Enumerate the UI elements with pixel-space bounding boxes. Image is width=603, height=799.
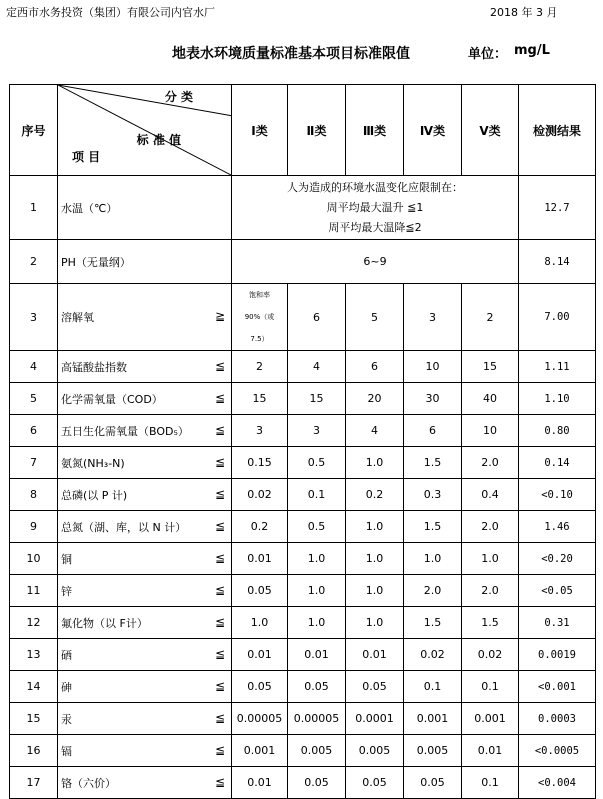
cell-class2: 0.5 bbox=[288, 447, 346, 479]
cell-result: 0.31 bbox=[519, 607, 596, 639]
cell-class5: 1.5 bbox=[462, 607, 519, 639]
cell-class4: 1.5 bbox=[404, 607, 462, 639]
cell-result: <0.0005 bbox=[519, 735, 596, 767]
cell-class5: 15 bbox=[462, 351, 519, 383]
table-row bbox=[10, 447, 596, 479]
standards-table bbox=[9, 84, 596, 799]
page-title: 地表水环境质量标准基本项目标准限值 bbox=[172, 46, 410, 62]
cell-item bbox=[58, 639, 232, 671]
item-label: 溶解氧 bbox=[61, 311, 94, 324]
cell-class5: 0.01 bbox=[462, 735, 519, 767]
company-name: 定西市水务投资（集团）有限公司内官水厂 bbox=[6, 6, 215, 19]
cell-seq: 2 bbox=[10, 240, 58, 284]
cell-item bbox=[58, 284, 232, 351]
cell-class4: 1.5 bbox=[404, 447, 462, 479]
cell-result: <0.10 bbox=[519, 479, 596, 511]
cell-seq: 16 bbox=[10, 735, 58, 767]
cell-class5: 10 bbox=[462, 415, 519, 447]
cell-seq: 12 bbox=[10, 607, 58, 639]
cell-class3: 0.0001 bbox=[346, 703, 404, 735]
item-label: 高锰酸盐指数 bbox=[61, 360, 127, 374]
cell-class2: 0.00005 bbox=[288, 703, 346, 735]
cell-class4: 0.005 bbox=[404, 735, 462, 767]
cell-result: 1.10 bbox=[519, 383, 596, 415]
cell-seq: 1 bbox=[10, 176, 58, 240]
comparison-sign: ≦ bbox=[214, 614, 225, 629]
comparison-sign: ≦ bbox=[214, 710, 225, 725]
cell-result: 12.7 bbox=[519, 176, 596, 240]
table-row bbox=[10, 284, 596, 351]
cell-item bbox=[58, 447, 232, 479]
cell-merged-standard bbox=[232, 176, 519, 240]
cell-class5: 1.0 bbox=[462, 543, 519, 575]
cell-class1: 1.0 bbox=[232, 607, 288, 639]
cell-seq: 15 bbox=[10, 703, 58, 735]
cell-class5: 2 bbox=[462, 284, 519, 351]
report-date: 2018 年 3 月 bbox=[490, 6, 558, 19]
cell-class3: 1.0 bbox=[346, 575, 404, 607]
table-row bbox=[10, 415, 596, 447]
diag-label-category: 分 类 bbox=[164, 90, 193, 104]
cell-item bbox=[58, 767, 232, 799]
cell-class4: 0.05 bbox=[404, 767, 462, 799]
cell-class3: 1.0 bbox=[346, 607, 404, 639]
table-row bbox=[10, 511, 596, 543]
cell-item bbox=[58, 607, 232, 639]
cell-class5: 0.1 bbox=[462, 767, 519, 799]
cell-seq: 17 bbox=[10, 767, 58, 799]
cell-seq: 11 bbox=[10, 575, 58, 607]
item-label: 铜 bbox=[61, 552, 72, 566]
cell-seq: 6 bbox=[10, 415, 58, 447]
cell-result: 1.46 bbox=[519, 511, 596, 543]
cell-class4: 0.3 bbox=[404, 479, 462, 511]
comparison-sign: ≦ bbox=[214, 678, 225, 693]
cell-class1: 0.001 bbox=[232, 735, 288, 767]
cell-item bbox=[58, 671, 232, 703]
cell-class1: 0.01 bbox=[232, 767, 288, 799]
cell-item bbox=[58, 703, 232, 735]
cell-class1: 2 bbox=[232, 351, 288, 383]
col-class4-header: Ⅳ类 bbox=[404, 85, 462, 176]
merged-line: 周平均最大温升 ≦1 bbox=[326, 200, 424, 214]
table-row bbox=[10, 735, 596, 767]
cell-class2: 6 bbox=[288, 284, 346, 351]
table-row bbox=[10, 351, 596, 383]
comparison-sign: ≦ bbox=[214, 646, 225, 661]
table-row bbox=[10, 767, 596, 799]
cell-result: <0.001 bbox=[519, 671, 596, 703]
comparison-sign: ≦ bbox=[214, 518, 225, 533]
cell-class4: 30 bbox=[404, 383, 462, 415]
col-class1-header: Ⅰ类 bbox=[232, 85, 288, 176]
cell-item bbox=[58, 575, 232, 607]
cell-result: 7.00 bbox=[519, 284, 596, 351]
table-row bbox=[10, 639, 596, 671]
table-row bbox=[10, 383, 596, 415]
cell-class5: 2.0 bbox=[462, 575, 519, 607]
table-row bbox=[10, 240, 596, 284]
cell-class3: 20 bbox=[346, 383, 404, 415]
comparison-sign: ≦ bbox=[214, 454, 225, 469]
merged-line: 周平均最大温降≦2 bbox=[328, 220, 422, 234]
cell-class4: 6 bbox=[404, 415, 462, 447]
cell-class5: 0.4 bbox=[462, 479, 519, 511]
table-row bbox=[10, 543, 596, 575]
diag-label-item: 项 目 bbox=[72, 150, 101, 164]
cell-seq: 7 bbox=[10, 447, 58, 479]
diag-label-standard: 标 准 值 bbox=[136, 133, 181, 147]
item-label: 氨氮(NH₃-N) bbox=[61, 456, 125, 470]
cell-result: 1.11 bbox=[519, 351, 596, 383]
col-class2-header: Ⅱ类 bbox=[288, 85, 346, 176]
table-row bbox=[10, 703, 596, 735]
table-row bbox=[10, 607, 596, 639]
cell-class2: 0.05 bbox=[288, 767, 346, 799]
comparison-sign: ≦ bbox=[214, 742, 225, 757]
cell-class1: 0.2 bbox=[232, 511, 288, 543]
table-row bbox=[10, 575, 596, 607]
cell-class4: 0.02 bbox=[404, 639, 462, 671]
cell-class3: 6 bbox=[346, 351, 404, 383]
cell-class1: 0.01 bbox=[232, 543, 288, 575]
cell-result: 0.0019 bbox=[519, 639, 596, 671]
cell-class5: 40 bbox=[462, 383, 519, 415]
comparison-sign: ≦ bbox=[214, 774, 225, 789]
cell-item bbox=[58, 735, 232, 767]
cell-result: 0.80 bbox=[519, 415, 596, 447]
item-label: 化学需氧量（COD） bbox=[61, 392, 163, 406]
cell-class1: 0.05 bbox=[232, 671, 288, 703]
cell-item bbox=[58, 383, 232, 415]
cell-class3: 0.05 bbox=[346, 767, 404, 799]
cell-seq: 13 bbox=[10, 639, 58, 671]
cell-class1: 15 bbox=[232, 383, 288, 415]
cell-class3: 4 bbox=[346, 415, 404, 447]
cell-class3: 1.0 bbox=[346, 543, 404, 575]
cell-seq: 14 bbox=[10, 671, 58, 703]
cell-class4: 0.1 bbox=[404, 671, 462, 703]
comparison-sign: ≦ bbox=[214, 390, 225, 405]
class1-line: 饱和率 bbox=[249, 291, 270, 299]
cell-class1: 0.00005 bbox=[232, 703, 288, 735]
cell-merged-standard: 6~9 bbox=[232, 240, 519, 284]
cell-class3: 5 bbox=[346, 284, 404, 351]
class1-line: 7.5） bbox=[250, 335, 269, 343]
cell-class4: 1.5 bbox=[404, 511, 462, 543]
cell-class2: 0.05 bbox=[288, 671, 346, 703]
cell-seq: 3 bbox=[10, 284, 58, 351]
merged-line: 人为造成的环境水温变化应限制在： bbox=[287, 180, 463, 194]
cell-item bbox=[58, 415, 232, 447]
col-class3-header: Ⅲ类 bbox=[346, 85, 404, 176]
cell-class1: 0.02 bbox=[232, 479, 288, 511]
item-label: 总氮（湖、库，以 N 计） bbox=[61, 520, 187, 534]
diagonal-header-cell bbox=[58, 85, 232, 176]
item-label: 总磷(以 P 计) bbox=[61, 488, 128, 502]
cell-class3: 0.2 bbox=[346, 479, 404, 511]
cell-class4: 0.001 bbox=[404, 703, 462, 735]
cell-class2: 15 bbox=[288, 383, 346, 415]
cell-class4: 10 bbox=[404, 351, 462, 383]
item-label: 五日生化需氧量（BOD₅） bbox=[61, 424, 189, 438]
comparison-sign: ≦ bbox=[214, 582, 225, 597]
header-row bbox=[10, 85, 596, 176]
cell-item bbox=[58, 543, 232, 575]
cell-item bbox=[58, 479, 232, 511]
cell-class2: 0.5 bbox=[288, 511, 346, 543]
cell-item bbox=[58, 511, 232, 543]
item-label: 镉 bbox=[61, 744, 72, 758]
cell-class3: 0.005 bbox=[346, 735, 404, 767]
comparison-sign: ≦ bbox=[214, 550, 225, 565]
cell-class5: 0.001 bbox=[462, 703, 519, 735]
cell-class5: 0.1 bbox=[462, 671, 519, 703]
table-row bbox=[10, 671, 596, 703]
col-seq-header: 序号 bbox=[10, 85, 58, 176]
cell-item bbox=[58, 351, 232, 383]
cell-class3: 1.0 bbox=[346, 447, 404, 479]
cell-class4: 1.0 bbox=[404, 543, 462, 575]
cell-class5: 2.0 bbox=[462, 447, 519, 479]
cell-item: 水温（℃） bbox=[58, 176, 232, 240]
table-row bbox=[10, 176, 596, 240]
cell-class3: 0.05 bbox=[346, 671, 404, 703]
cell-class2: 0.1 bbox=[288, 479, 346, 511]
cell-class2: 0.005 bbox=[288, 735, 346, 767]
item-label: 铬（六价） bbox=[61, 776, 116, 790]
cell-seq: 4 bbox=[10, 351, 58, 383]
comparison-sign: ≧ bbox=[214, 309, 225, 323]
cell-class2: 3 bbox=[288, 415, 346, 447]
comparison-sign: ≦ bbox=[214, 486, 225, 501]
item-label: 汞 bbox=[61, 712, 72, 726]
item-label: 氟化物（以 F计） bbox=[61, 616, 148, 630]
item-label: 锌 bbox=[61, 584, 72, 598]
col-class5-header: Ⅴ类 bbox=[462, 85, 519, 176]
cell-class1: 3 bbox=[232, 415, 288, 447]
cell-class1: 0.15 bbox=[232, 447, 288, 479]
cell-seq: 10 bbox=[10, 543, 58, 575]
comparison-sign: ≦ bbox=[214, 358, 225, 373]
cell-class2: 1.0 bbox=[288, 607, 346, 639]
item-label: 砷 bbox=[61, 680, 72, 694]
item-label: 硒 bbox=[61, 648, 72, 662]
cell-class4: 2.0 bbox=[404, 575, 462, 607]
cell-class1 bbox=[232, 284, 288, 351]
cell-class1: 0.01 bbox=[232, 639, 288, 671]
cell-result: <0.004 bbox=[519, 767, 596, 799]
cell-item: PH（无量纲） bbox=[58, 240, 232, 284]
cell-class2: 1.0 bbox=[288, 543, 346, 575]
cell-class1: 0.05 bbox=[232, 575, 288, 607]
cell-result: 8.14 bbox=[519, 240, 596, 284]
cell-result: <0.20 bbox=[519, 543, 596, 575]
cell-class5: 2.0 bbox=[462, 511, 519, 543]
cell-result: 0.0003 bbox=[519, 703, 596, 735]
unit-label: 单位： bbox=[468, 47, 508, 62]
cell-class5: 0.02 bbox=[462, 639, 519, 671]
unit-value: mg/L bbox=[514, 43, 550, 58]
cell-class2: 0.01 bbox=[288, 639, 346, 671]
cell-class3: 1.0 bbox=[346, 511, 404, 543]
cell-class3: 0.01 bbox=[346, 639, 404, 671]
cell-result: 0.14 bbox=[519, 447, 596, 479]
cell-class4: 3 bbox=[404, 284, 462, 351]
table-row bbox=[10, 479, 596, 511]
cell-seq: 5 bbox=[10, 383, 58, 415]
standard-rows bbox=[10, 351, 596, 799]
cell-result: <0.05 bbox=[519, 575, 596, 607]
cell-class2: 1.0 bbox=[288, 575, 346, 607]
class1-line: 90%（或 bbox=[244, 313, 275, 321]
cell-seq: 8 bbox=[10, 479, 58, 511]
cell-seq: 9 bbox=[10, 511, 58, 543]
col-result-header: 检测结果 bbox=[519, 85, 596, 176]
comparison-sign: ≦ bbox=[214, 422, 225, 437]
cell-class2: 4 bbox=[288, 351, 346, 383]
